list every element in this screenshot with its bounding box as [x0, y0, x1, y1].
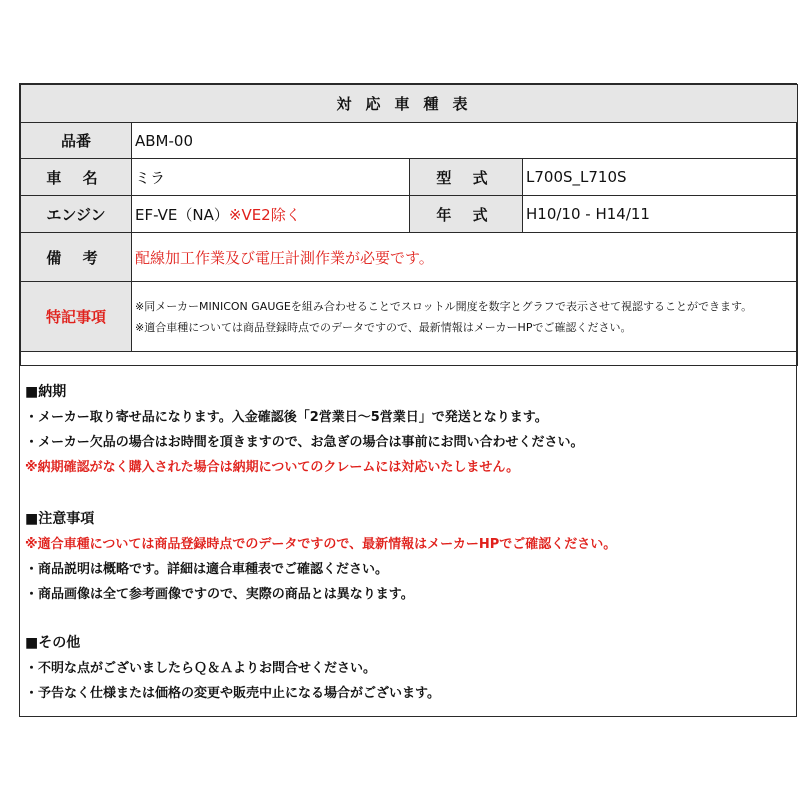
engine-cell — [132, 196, 410, 233]
table-spacer-row — [21, 352, 798, 366]
remarks-label-text: 備 考 — [46, 248, 106, 267]
delivery-heading: ■納期 — [25, 384, 67, 400]
caution-line-3: ・商品画像は全て参考画像ですので、実際の商品とは異なります。 — [25, 587, 414, 602]
special-notes-cell — [132, 282, 798, 352]
other-line-1: ・不明な点がございましたらＱ＆Ａよりお問合せください。 — [25, 661, 377, 676]
compatibility-table — [20, 84, 798, 366]
other-line-2: ・予告なく仕様または価格の変更や販売中止になる場合がございます。 — [25, 686, 440, 701]
notes-section — [25, 380, 795, 706]
caution-line-2: ・商品説明は概略です。詳細は適合車種表でご確認ください。 — [25, 562, 388, 577]
engine-value: EF-VE（NA） — [135, 205, 229, 224]
remarks-label — [21, 233, 132, 282]
other-heading: ■その他 — [25, 635, 81, 651]
model-label — [410, 159, 523, 196]
remarks-value: 配線加工作業及び電圧計測作業が必要です。 — [132, 233, 798, 282]
compatibility-sheet — [19, 83, 797, 717]
model-label-text: 型 式 — [436, 168, 496, 187]
special-notes-label: 特記事項 — [21, 282, 132, 352]
year-value: H10/10 - H14/11 — [523, 196, 798, 233]
delivery-line-1: ・メーカー取り寄せ品になります。入金確認後「2営業日～5営業日」で発送となります。 — [25, 410, 548, 425]
section-gap — [25, 607, 795, 631]
table-title: 対応車種表 — [21, 85, 798, 123]
part-no-value: ABM-00 — [132, 123, 798, 159]
car-name-value: ミラ — [132, 159, 410, 196]
engine-label: エンジン — [21, 196, 132, 233]
engine-note: ※VE2除く — [228, 205, 301, 224]
part-no-label: 品番 — [21, 123, 132, 159]
special-note-2: ※適合車種については商品登録時点でのデータですので、最新情報はメーカーHPでご確認ください。 — [135, 320, 632, 334]
year-label — [410, 196, 523, 233]
model-value: L700S_L710S — [523, 159, 798, 196]
car-name-label — [21, 159, 132, 196]
section-gap — [25, 480, 795, 507]
caution-heading: ■注意事項 — [25, 511, 95, 527]
car-name-label-text: 車 名 — [46, 168, 106, 187]
special-note-1: ※同メーカーMINICON GAUGEを組み合わせることでスロットル開度を数字とグラフで表示させて視認することができます。 — [135, 299, 753, 313]
caution-line-1: ※適合車種については商品登録時点でのデータですので、最新情報はメーカーHPでご確認ください。 — [25, 537, 617, 552]
delivery-line-2: ・メーカー欠品の場合はお時間を頂きますので、お急ぎの場合は事前にお問い合わせください。 — [25, 435, 584, 450]
year-label-text: 年 式 — [436, 205, 496, 224]
delivery-line-3: ※納期確認がなく購入された場合は納期についてのクレームには対応いたしません。 — [25, 460, 520, 475]
